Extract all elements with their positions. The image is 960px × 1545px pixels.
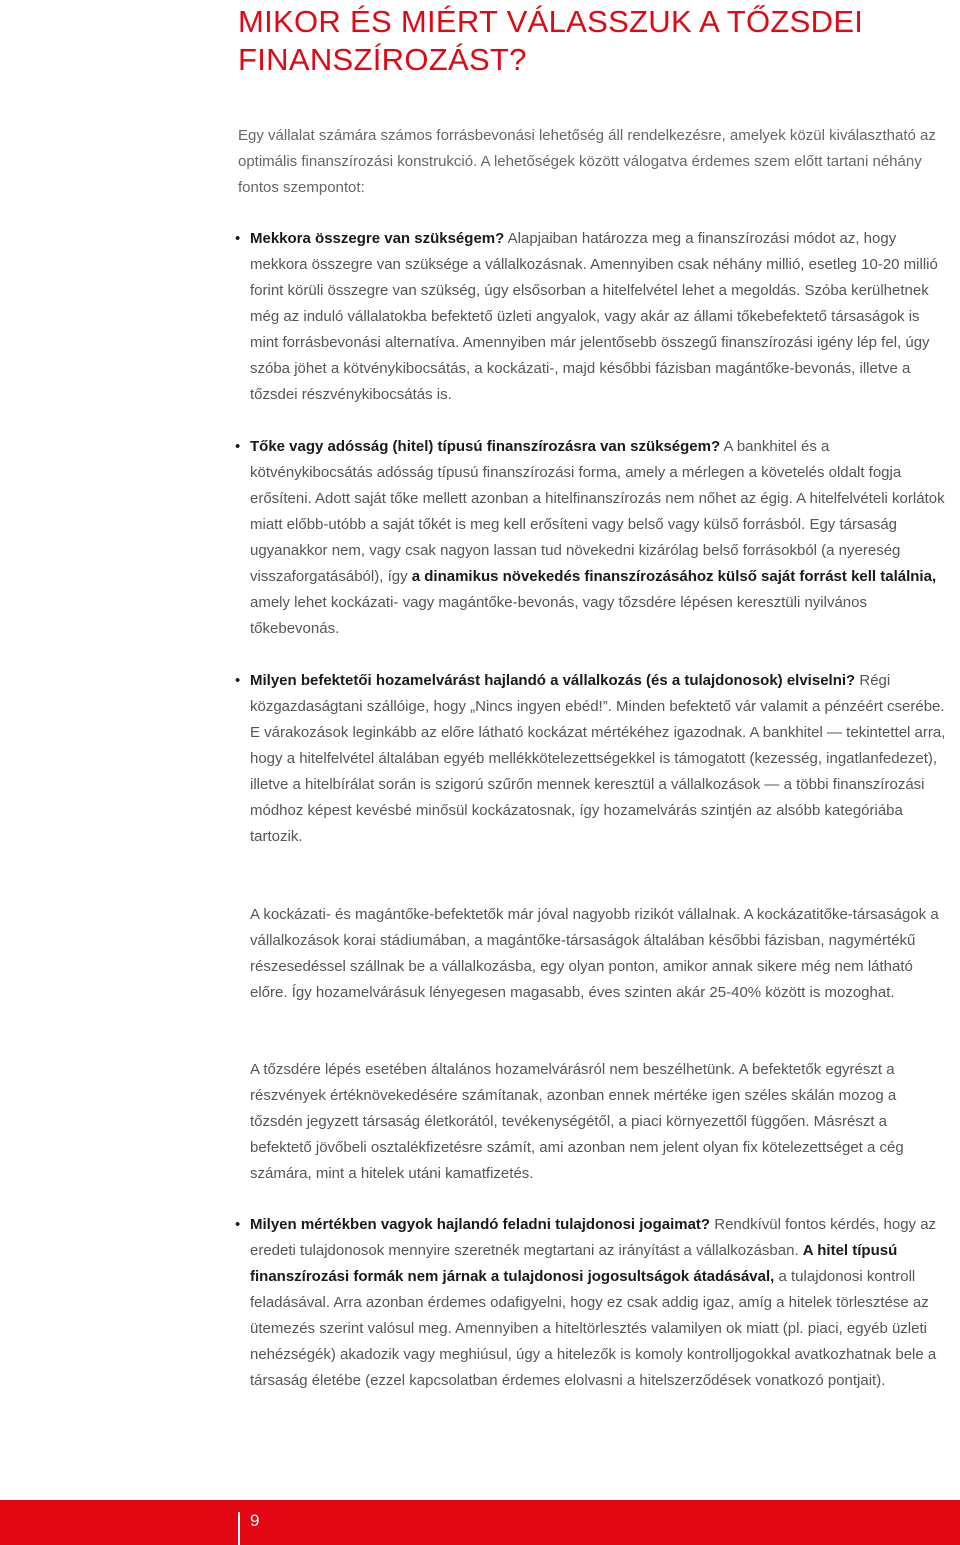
item-text: A bankhitel és a kötvénykibocsátás adósság típusú finanszírozási forma, amely a mérlegen a követelés oldalt fogja erősíteni. Adott saját tőke mellett azonban a hitelfinanszírozás nem nőhet az égig. A hitelfelvételi korlátok miatt előbb-utóbb a saját tőkét is meg kell erősíteni vagy belső vagy külső forrásból. Egy társaság ugyanakkor nem, vagy csak nagyon lassan tud növekedni kizárólag belső forrásokból (a nyereség visszaforgatásából), így	[250, 438, 945, 585]
page-title: MIKOR ÉS MIÉRT VÁLASSZUK A TŐZSDEI FINANSZÍROZÁST?	[238, 4, 864, 77]
list-item	[235, 434, 950, 642]
footer-bar	[0, 1500, 960, 1545]
item-question: Tőke vagy adósság (hitel) típusú finanszírozásra van szükségem?	[250, 438, 721, 455]
bullet-icon: •	[235, 438, 241, 455]
item-text: Alapjaiban határozza meg a finanszírozási módot az, hogy mekkora összegre van szüksége a vállalkozásnak. Amennyiben csak néhány millió, esetleg 10-20 millió forint körüli összegre van szükség, úgy elsősorban a hitelfelvétel lehet a megoldás. Szóba kerülhetnek még az induló vállalatokba befektető üzleti angyalok, vagy akár az állami tőkebefektető társaságok is mint forrásbevonási alternatíva. Amennyiben már jelentősebb összegű finanszírozási igény lép fel, úgy szóba jöhet a kötvénykibocsátás, a kockázati-, majd későbbi fázisban magántőke-bevonás, illetve a tőzsdei részvénykibocsátás is.	[250, 230, 938, 403]
body-paragraph: A kockázati- és magántőke-befektetők már jóval nagyobb rizikót vállalnak. A kockázatitőke-társaságok a vállalkozások korai stádiumában, a magántőke-társaságok általában későbbi fázisban, nagymértékű részesedéssel szállnak be a vállalkozásba, egy olyan ponton, amikor annak sikere még nem látható előre. Így hozamelvárásuk lényegesen magasabb, éves szinten akár 25-40% között is mozoghat.	[250, 906, 939, 1001]
footer-divider	[238, 1512, 240, 1545]
item-emphasis: a dinamikus növekedés finanszírozásához külső saját forrást kell találnia,	[411, 568, 937, 585]
bullet-icon: •	[235, 1216, 241, 1233]
item-question: Milyen befektetői hozamelvárást hajlandó a vállalkozás (és a tulajdonosok) elviselni?	[250, 672, 856, 689]
item-emphasis: A hitel típusú finanszírozási formák nem járnak a tulajdonosi jogosultságok átadásával,	[250, 1242, 898, 1285]
page-number: 9	[250, 1511, 260, 1530]
list-item	[235, 1212, 950, 1394]
body-paragraph: A tőzsdére lépés esetében általános hozamelvárásról nem beszélhetünk. A befektetők egyrészt a részvények értéknövekedésére számítanak, azonban ennek mértéke igen széles skálán mozog a tőzsdén jegyzett társaság életkorától, tevékenységétől, a piaci környezettől függően. Másrészt a befektető jövőbeli osztalékfizetésre számít, ami azonban nem jelent olyan fix kötelezettséget a cég számára, mint a hitelek utáni kamatfizetés.	[250, 1061, 904, 1182]
list-item	[235, 668, 950, 850]
item-text-continued: a tulajdonosi kontroll feladásával. Arra azonban érdemes odafigyelni, hogy ez csak addig igaz, amíg a hitelek törlesztése az ütemezés szerint valósul meg. Amennyiben a hiteltörlesztés valamilyen ok miatt (pl. piaci, egyéb üzleti nehézségék) akadozik vagy meghiúsul, úgy a hitelezők is komoly kontrolljogokkal avatkozhatnak bele a társaság életébe (ezzel kapcsolatban érdemes elolvasni a hitelszerződések vonatkozó pontjait).	[250, 1268, 937, 1389]
bullet-icon: •	[235, 672, 241, 689]
bullet-icon: •	[235, 230, 241, 247]
item-question: Mekkora összegre van szükségem?	[250, 230, 505, 247]
item-text-continued: amely lehet kockázati- vagy magántőke-bevonás, vagy tőzsdére lépésen keresztüli nyilvános tőkebevonás.	[250, 594, 867, 637]
item-question: Milyen mértékben vagyok hajlandó feladni tulajdonosi jogaimat?	[250, 1216, 711, 1233]
intro-paragraph: Egy vállalat számára számos forrásbevonási lehetőség áll rendelkezésre, amelyek közül kiválasztható az optimális finanszírozási konstrukció. A lehetőségek között válogatva érdemes szem előtt tartani néhány fontos szempontot:	[238, 127, 936, 196]
list-item	[235, 226, 950, 408]
item-text: Rendkívül fontos kérdés, hogy az eredeti tulajdonosok mennyire szeretnék megtartani az irányítást a vállalkozásban.	[250, 1216, 937, 1259]
item-text: Régi közgazdaságtani szállóige, hogy „Nincs ingyen ebéd!”. Minden befektető vár valamit a pénzéért cserébe. E várakozások leginkább az előre látható kockázat mértékéhez igazodnak. A bankhitel — tekintettel arra, hogy a hitelfelvétel általában egyéb mellékkötelezettségekkel is támogatott (kezesség, ingatlanfedezet), illetve a hitelbírálat során is szigorú szűrőn mennek keresztül a vállalkozások — a többi finanszírozási módhoz képest kevésbé minősül kockázatosnak, így hozamelvárás szintjén az alsóbb kategóriába tartozik.	[250, 672, 946, 845]
